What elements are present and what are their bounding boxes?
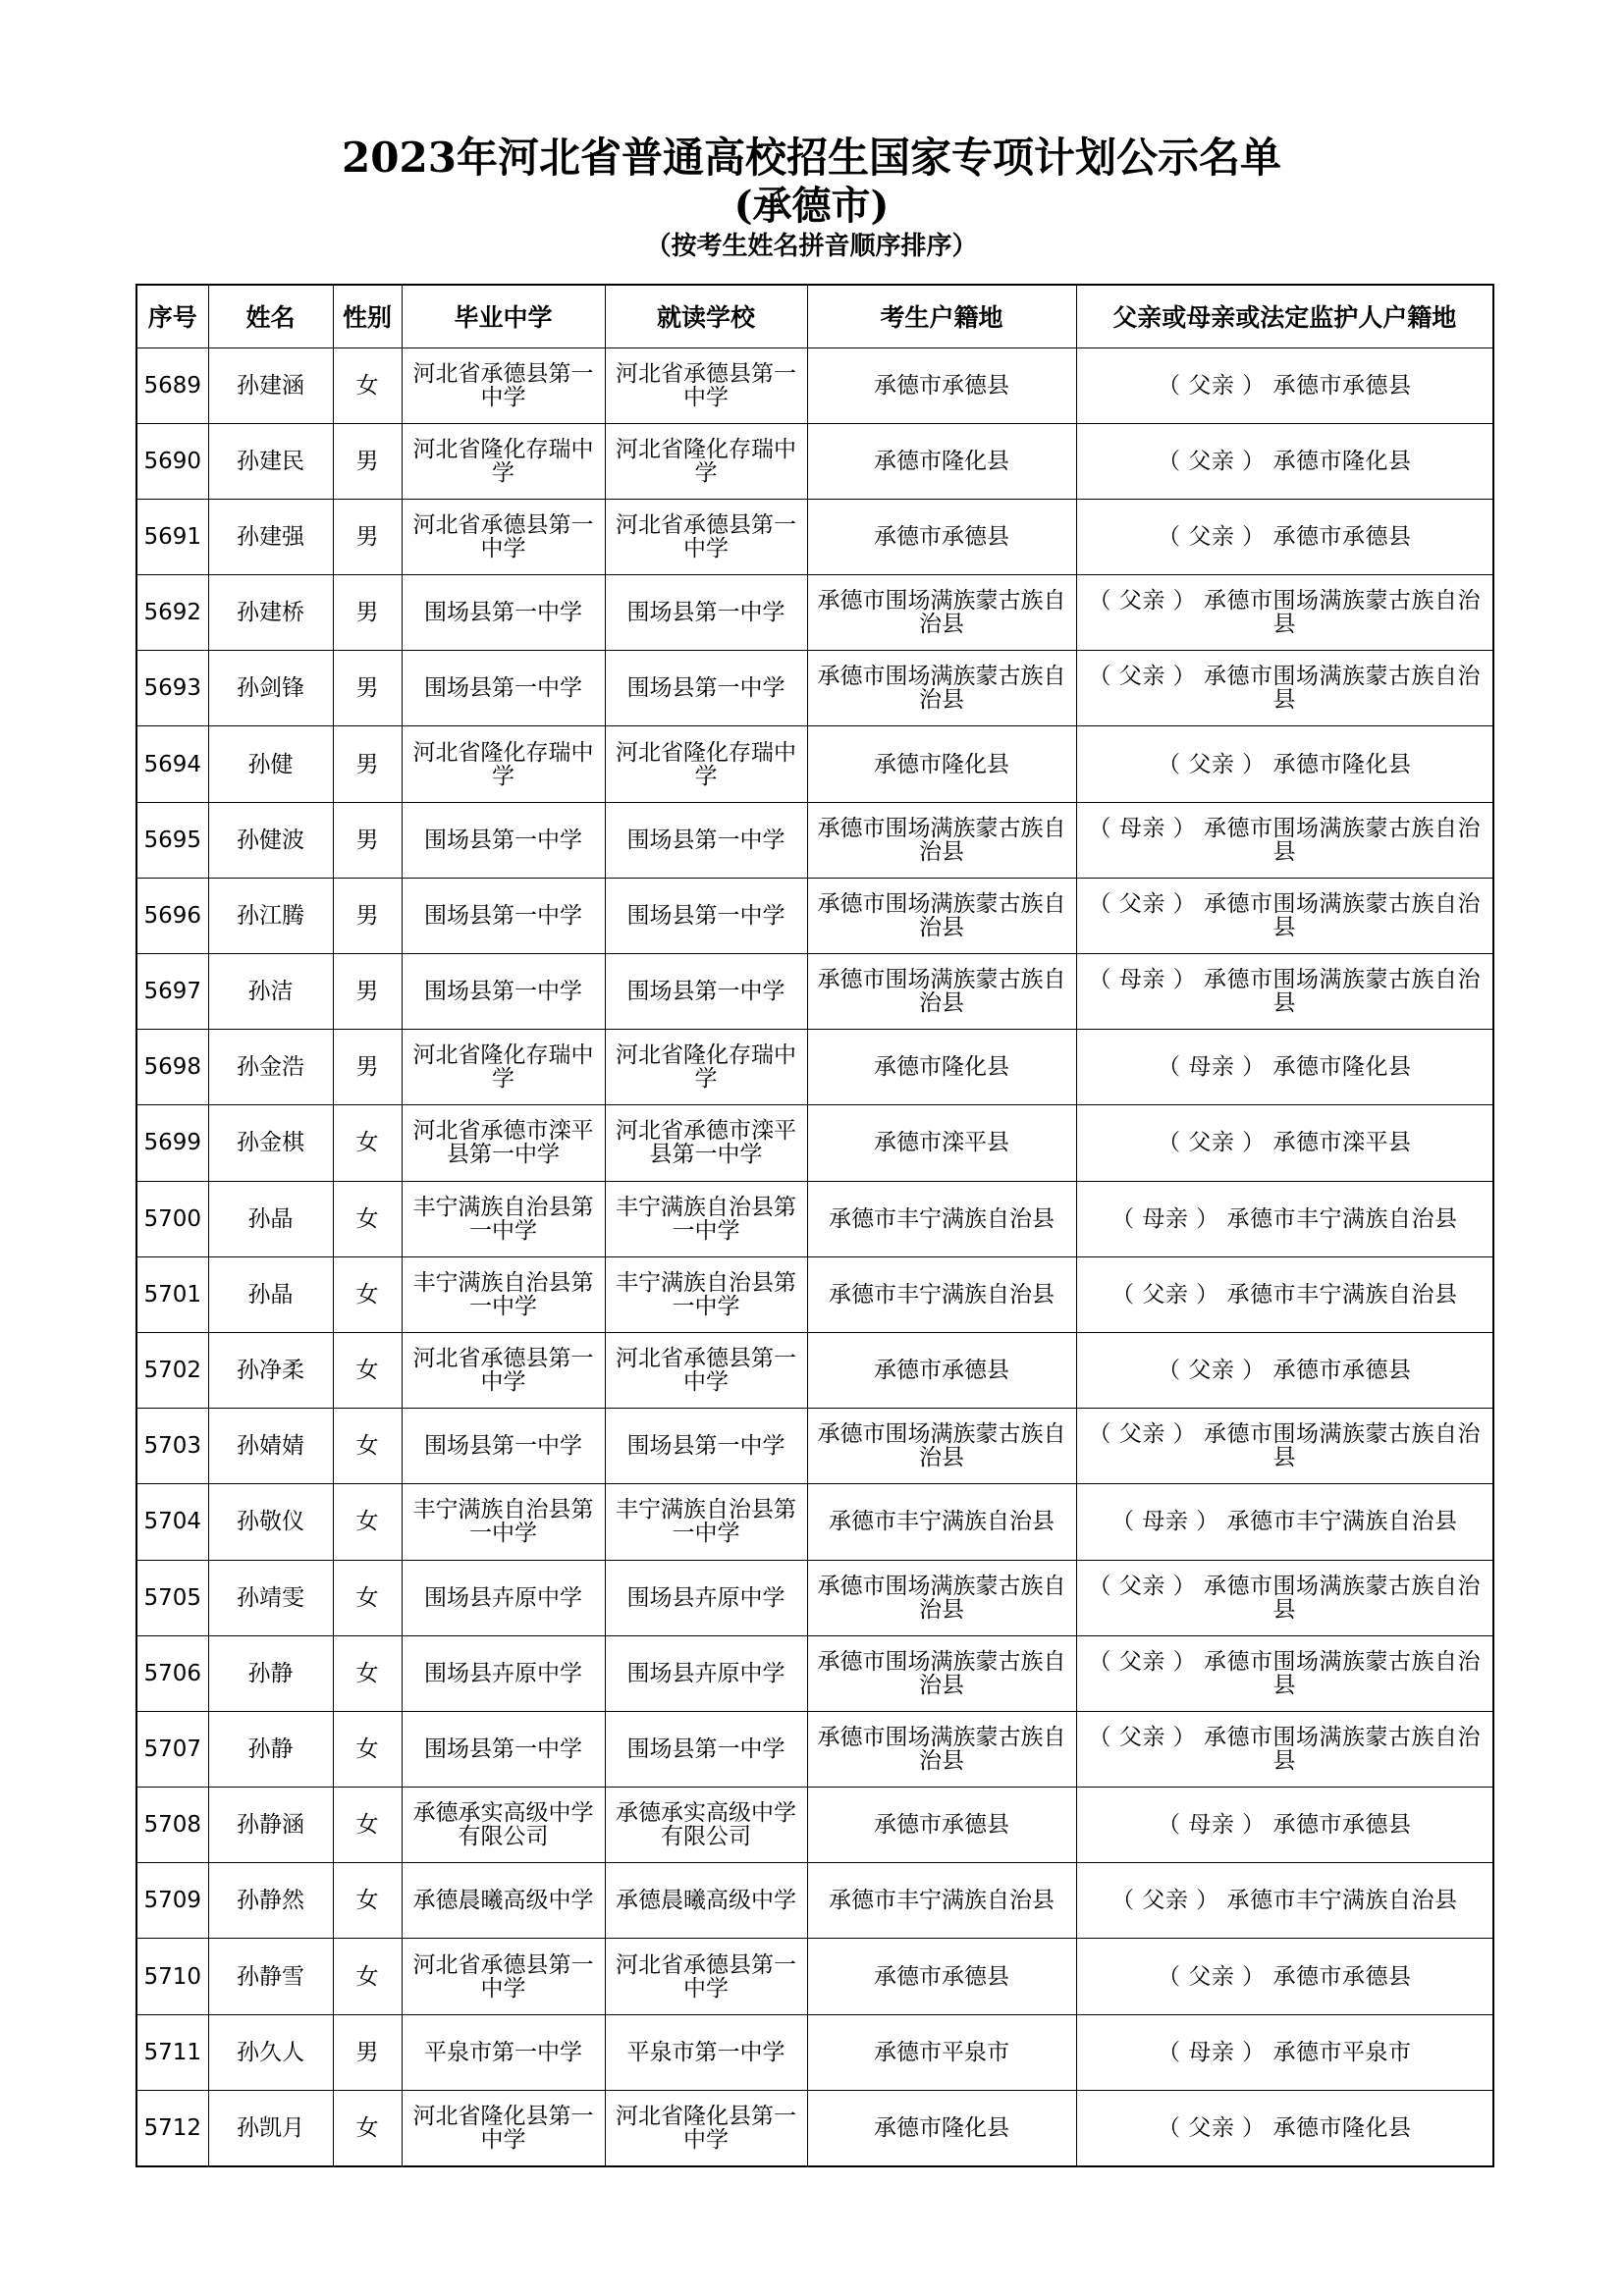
cell-grad-school: 围场县第一中学 <box>402 954 605 1030</box>
cell-current-school: 丰宁满族自治县第一中学 <box>605 1181 807 1256</box>
cell-guardian: （ 母亲 ） 承德市丰宁满族自治县 <box>1076 1181 1493 1256</box>
cell-gender: 女 <box>333 1332 402 1408</box>
cell-current-school: 承德晨曦高级中学 <box>605 1863 807 1939</box>
cell-name: 孙洁 <box>208 954 333 1030</box>
cell-name: 孙静雪 <box>208 1939 333 2014</box>
table-row <box>136 726 1493 802</box>
cell-name: 孙金浩 <box>208 1030 333 1105</box>
cell-gender: 男 <box>333 651 402 726</box>
cell-household: 承德市丰宁满族自治县 <box>807 1484 1076 1560</box>
cell-guardian: （ 父亲 ） 承德市围场满族蒙古族自治县 <box>1076 575 1493 651</box>
column-header-guardian: 父亲或母亲或法定监护人户籍地 <box>1076 285 1493 347</box>
table-row <box>136 1788 1493 1863</box>
table-row <box>136 1181 1493 1256</box>
cell-name: 孙靖雯 <box>208 1560 333 1635</box>
cell-gender: 女 <box>333 1256 402 1332</box>
cell-no: 5698 <box>136 1030 208 1105</box>
cell-name: 孙静然 <box>208 1863 333 1939</box>
cell-no: 5703 <box>136 1409 208 1484</box>
cell-guardian: （ 父亲 ） 承德市围场满族蒙古族自治县 <box>1076 1409 1493 1484</box>
column-header-current-school: 就读学校 <box>605 285 807 347</box>
cell-name: 孙晶 <box>208 1256 333 1332</box>
cell-household: 承德市承德县 <box>807 1332 1076 1408</box>
cell-no: 5705 <box>136 1560 208 1635</box>
cell-name: 孙婧婧 <box>208 1409 333 1484</box>
cell-grad-school: 河北省隆化存瑞中学 <box>402 1030 605 1105</box>
table-row <box>136 1256 1493 1332</box>
cell-name: 孙静 <box>208 1635 333 1711</box>
cell-grad-school: 围场县第一中学 <box>402 1409 605 1484</box>
cell-current-school: 围场县卉原中学 <box>605 1560 807 1635</box>
cell-grad-school: 河北省承德县第一中学 <box>402 499 605 574</box>
sort-note: （按考生姓名拼音顺序排序） <box>645 232 978 261</box>
cell-current-school: 河北省隆化存瑞中学 <box>605 423 807 499</box>
cell-grad-school: 承德晨曦高级中学 <box>402 1863 605 1939</box>
table-row <box>136 802 1493 878</box>
cell-no: 5710 <box>136 1939 208 2014</box>
cell-current-school: 平泉市第一中学 <box>605 2014 807 2090</box>
cell-name: 孙建涵 <box>208 347 333 423</box>
cell-gender: 女 <box>333 1560 402 1635</box>
cell-guardian: （ 父亲 ） 承德市围场满族蒙古族自治县 <box>1076 1711 1493 1787</box>
cell-gender: 男 <box>333 726 402 802</box>
cell-grad-school: 丰宁满族自治县第一中学 <box>402 1181 605 1256</box>
cell-household: 承德市承德县 <box>807 1939 1076 2014</box>
cell-grad-school: 河北省隆化县第一中学 <box>402 2090 605 2165</box>
cell-guardian: （ 父亲 ） 承德市丰宁满族自治县 <box>1076 1863 1493 1939</box>
cell-household: 承德市承德县 <box>807 347 1076 423</box>
cell-current-school: 河北省承德县第一中学 <box>605 499 807 574</box>
cell-name: 孙久人 <box>208 2014 333 2090</box>
cell-guardian: （ 父亲 ） 承德市围场满族蒙古族自治县 <box>1076 878 1493 953</box>
page-subtitle: (承德市) <box>733 183 890 229</box>
table-row <box>136 1105 1493 1181</box>
cell-gender: 女 <box>333 2090 402 2165</box>
cell-guardian: （ 父亲 ） 承德市围场满族蒙古族自治县 <box>1076 1560 1493 1635</box>
table-header-row <box>136 285 1493 347</box>
cell-household: 承德市丰宁满族自治县 <box>807 1181 1076 1256</box>
column-header-name: 姓名 <box>208 285 333 347</box>
cell-name: 孙建桥 <box>208 575 333 651</box>
cell-no: 5694 <box>136 726 208 802</box>
cell-grad-school: 河北省承德县第一中学 <box>402 1939 605 2014</box>
table-row <box>136 1332 1493 1408</box>
cell-household: 承德市围场满族蒙古族自治县 <box>807 651 1076 726</box>
cell-grad-school: 围场县第一中学 <box>402 878 605 953</box>
cell-gender: 女 <box>333 1409 402 1484</box>
cell-name: 孙凯月 <box>208 2090 333 2165</box>
cell-current-school: 承德承实高级中学有限公司 <box>605 1788 807 1863</box>
table-row <box>136 651 1493 726</box>
cell-guardian: （ 母亲 ） 承德市丰宁满族自治县 <box>1076 1484 1493 1560</box>
cell-grad-school: 河北省承德市滦平县第一中学 <box>402 1105 605 1181</box>
cell-no: 5701 <box>136 1256 208 1332</box>
cell-household: 承德市围场满族蒙古族自治县 <box>807 575 1076 651</box>
cell-name: 孙建强 <box>208 499 333 574</box>
cell-grad-school: 承德承实高级中学有限公司 <box>402 1788 605 1863</box>
cell-guardian: （ 父亲 ） 承德市围场满族蒙古族自治县 <box>1076 1635 1493 1711</box>
table-row <box>136 2014 1493 2090</box>
cell-household: 承德市滦平县 <box>807 1105 1076 1181</box>
cell-guardian: （ 父亲 ） 承德市隆化县 <box>1076 726 1493 802</box>
cell-current-school: 围场县第一中学 <box>605 1409 807 1484</box>
column-header-household: 考生户籍地 <box>807 285 1076 347</box>
cell-household: 承德市隆化县 <box>807 726 1076 802</box>
cell-no: 5691 <box>136 499 208 574</box>
table-row <box>136 878 1493 953</box>
cell-current-school: 河北省隆化存瑞中学 <box>605 726 807 802</box>
cell-grad-school: 围场县第一中学 <box>402 1711 605 1787</box>
table-row <box>136 1863 1493 1939</box>
cell-gender: 女 <box>333 1635 402 1711</box>
cell-guardian: （ 母亲 ） 承德市承德县 <box>1076 1788 1493 1863</box>
cell-name: 孙金棋 <box>208 1105 333 1181</box>
cell-name: 孙晶 <box>208 1181 333 1256</box>
cell-grad-school: 围场县第一中学 <box>402 651 605 726</box>
cell-guardian: （ 父亲 ） 承德市隆化县 <box>1076 2090 1493 2165</box>
cell-gender: 男 <box>333 802 402 878</box>
cell-no: 5689 <box>136 347 208 423</box>
cell-no: 5700 <box>136 1181 208 1256</box>
cell-name: 孙静涵 <box>208 1788 333 1863</box>
cell-current-school: 围场县第一中学 <box>605 1711 807 1787</box>
cell-guardian: （ 母亲 ） 承德市围场满族蒙古族自治县 <box>1076 802 1493 878</box>
cell-current-school: 围场县第一中学 <box>605 575 807 651</box>
cell-name: 孙健波 <box>208 802 333 878</box>
cell-no: 5706 <box>136 1635 208 1711</box>
cell-guardian: （ 母亲 ） 承德市围场满族蒙古族自治县 <box>1076 954 1493 1030</box>
cell-name: 孙江腾 <box>208 878 333 953</box>
cell-grad-school: 围场县第一中学 <box>402 575 605 651</box>
table-row <box>136 1030 1493 1105</box>
cell-gender: 女 <box>333 1863 402 1939</box>
cell-household: 承德市隆化县 <box>807 423 1076 499</box>
cell-grad-school: 河北省隆化存瑞中学 <box>402 726 605 802</box>
table-row <box>136 954 1493 1030</box>
cell-grad-school: 平泉市第一中学 <box>402 2014 605 2090</box>
cell-current-school: 河北省承德县第一中学 <box>605 347 807 423</box>
cell-grad-school: 围场县卉原中学 <box>402 1635 605 1711</box>
cell-current-school: 围场县卉原中学 <box>605 1635 807 1711</box>
table-row <box>136 2090 1493 2165</box>
cell-gender: 男 <box>333 499 402 574</box>
cell-name: 孙建民 <box>208 423 333 499</box>
cell-guardian: （ 母亲 ） 承德市平泉市 <box>1076 2014 1493 2090</box>
cell-current-school: 围场县第一中学 <box>605 954 807 1030</box>
cell-gender: 男 <box>333 2014 402 2090</box>
cell-no: 5696 <box>136 878 208 953</box>
table-body <box>136 347 1493 2166</box>
cell-no: 5711 <box>136 2014 208 2090</box>
cell-no: 5695 <box>136 802 208 878</box>
cell-name: 孙敬仪 <box>208 1484 333 1560</box>
cell-gender: 女 <box>333 1939 402 2014</box>
table-row <box>136 1711 1493 1787</box>
cell-no: 5712 <box>136 2090 208 2165</box>
cell-household: 承德市围场满族蒙古族自治县 <box>807 1711 1076 1787</box>
cell-gender: 男 <box>333 954 402 1030</box>
cell-household: 承德市隆化县 <box>807 1030 1076 1105</box>
cell-current-school: 河北省承德县第一中学 <box>605 1939 807 2014</box>
cell-current-school: 丰宁满族自治县第一中学 <box>605 1484 807 1560</box>
table-row <box>136 1939 1493 2014</box>
cell-name: 孙净柔 <box>208 1332 333 1408</box>
cell-grad-school: 河北省承德县第一中学 <box>402 1332 605 1408</box>
cell-no: 5699 <box>136 1105 208 1181</box>
cell-grad-school: 围场县卉原中学 <box>402 1560 605 1635</box>
cell-grad-school: 围场县第一中学 <box>402 802 605 878</box>
cell-guardian: （ 父亲 ） 承德市承德县 <box>1076 347 1493 423</box>
cell-guardian: （ 父亲 ） 承德市滦平县 <box>1076 1105 1493 1181</box>
table-row <box>136 575 1493 651</box>
table-row <box>136 1484 1493 1560</box>
cell-current-school: 河北省承德县第一中学 <box>605 1332 807 1408</box>
cell-no: 5690 <box>136 423 208 499</box>
roster-table <box>135 284 1494 2167</box>
cell-no: 5702 <box>136 1332 208 1408</box>
cell-no: 5693 <box>136 651 208 726</box>
cell-name: 孙静 <box>208 1711 333 1787</box>
cell-no: 5709 <box>136 1863 208 1939</box>
cell-no: 5692 <box>136 575 208 651</box>
cell-guardian: （ 父亲 ） 承德市承德县 <box>1076 1332 1493 1408</box>
cell-current-school: 围场县第一中学 <box>605 878 807 953</box>
column-header-no: 序号 <box>136 285 208 347</box>
cell-gender: 男 <box>333 878 402 953</box>
cell-current-school: 围场县第一中学 <box>605 651 807 726</box>
table-row <box>136 1560 1493 1635</box>
cell-gender: 男 <box>333 423 402 499</box>
cell-guardian: （ 父亲 ） 承德市承德县 <box>1076 499 1493 574</box>
cell-gender: 女 <box>333 1105 402 1181</box>
cell-gender: 男 <box>333 575 402 651</box>
column-header-grad-school: 毕业中学 <box>402 285 605 347</box>
cell-gender: 女 <box>333 1711 402 1787</box>
cell-gender: 女 <box>333 1788 402 1863</box>
column-header-gender: 性别 <box>333 285 402 347</box>
cell-no: 5697 <box>136 954 208 1030</box>
cell-current-school: 丰宁满族自治县第一中学 <box>605 1256 807 1332</box>
table-row <box>136 1409 1493 1484</box>
table-row <box>136 423 1493 499</box>
cell-current-school: 围场县第一中学 <box>605 802 807 878</box>
cell-household: 承德市隆化县 <box>807 2090 1076 2165</box>
cell-guardian: （ 母亲 ） 承德市隆化县 <box>1076 1030 1493 1105</box>
cell-household: 承德市围场满族蒙古族自治县 <box>807 1635 1076 1711</box>
cell-household: 承德市平泉市 <box>807 2014 1076 2090</box>
cell-grad-school: 河北省隆化存瑞中学 <box>402 423 605 499</box>
cell-current-school: 河北省承德市滦平县第一中学 <box>605 1105 807 1181</box>
cell-household: 承德市围场满族蒙古族自治县 <box>807 878 1076 953</box>
cell-guardian: （ 父亲 ） 承德市围场满族蒙古族自治县 <box>1076 651 1493 726</box>
cell-household: 承德市承德县 <box>807 1788 1076 1863</box>
cell-no: 5707 <box>136 1711 208 1787</box>
cell-grad-school: 河北省承德县第一中学 <box>402 347 605 423</box>
table-row <box>136 499 1493 574</box>
page-title: 2023年河北省普通高校招生国家专项计划公示名单 <box>342 133 1281 182</box>
cell-gender: 男 <box>333 1030 402 1105</box>
cell-household: 承德市围场满族蒙古族自治县 <box>807 1409 1076 1484</box>
cell-household: 承德市丰宁满族自治县 <box>807 1863 1076 1939</box>
cell-guardian: （ 父亲 ） 承德市隆化县 <box>1076 423 1493 499</box>
cell-current-school: 河北省隆化县第一中学 <box>605 2090 807 2165</box>
cell-current-school: 河北省隆化存瑞中学 <box>605 1030 807 1105</box>
cell-household: 承德市围场满族蒙古族自治县 <box>807 1560 1076 1635</box>
cell-name: 孙剑锋 <box>208 651 333 726</box>
table-row <box>136 1635 1493 1711</box>
cell-no: 5704 <box>136 1484 208 1560</box>
cell-household: 承德市围场满族蒙古族自治县 <box>807 954 1076 1030</box>
cell-grad-school: 丰宁满族自治县第一中学 <box>402 1484 605 1560</box>
cell-gender: 女 <box>333 1181 402 1256</box>
cell-household: 承德市承德县 <box>807 499 1076 574</box>
cell-no: 5708 <box>136 1788 208 1863</box>
cell-name: 孙健 <box>208 726 333 802</box>
cell-guardian: （ 父亲 ） 承德市丰宁满族自治县 <box>1076 1256 1493 1332</box>
cell-gender: 女 <box>333 1484 402 1560</box>
cell-grad-school: 丰宁满族自治县第一中学 <box>402 1256 605 1332</box>
cell-household: 承德市围场满族蒙古族自治县 <box>807 802 1076 878</box>
cell-gender: 女 <box>333 347 402 423</box>
cell-guardian: （ 父亲 ） 承德市承德县 <box>1076 1939 1493 2014</box>
cell-household: 承德市丰宁满族自治县 <box>807 1256 1076 1332</box>
table-row <box>136 347 1493 423</box>
